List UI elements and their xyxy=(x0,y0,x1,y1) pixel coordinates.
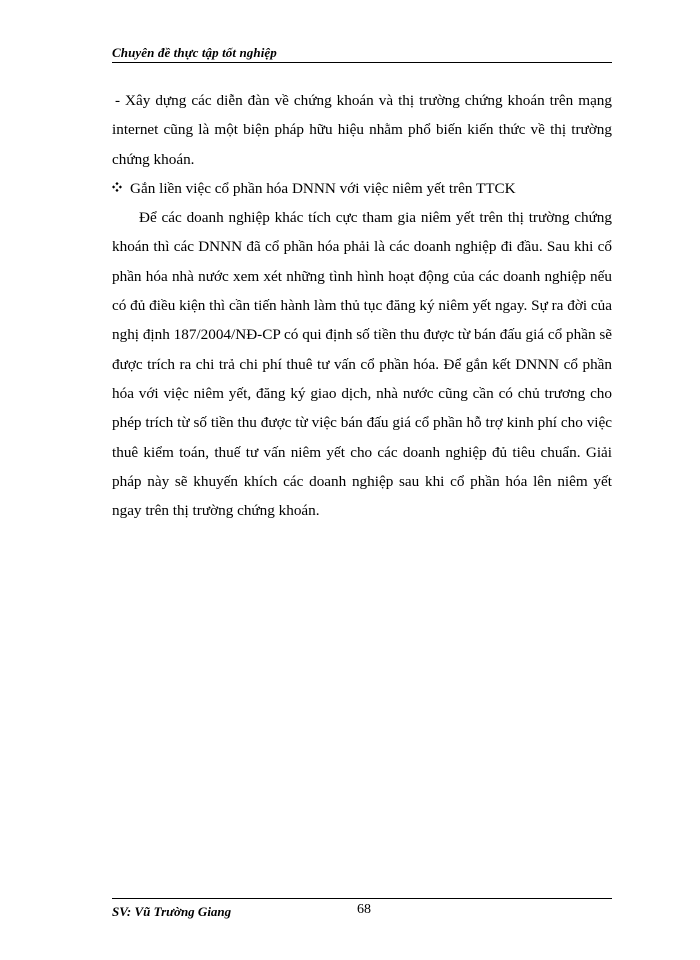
page-content xyxy=(112,86,612,525)
page-number: 68 xyxy=(357,902,371,917)
paragraph-equitization-listing: Để các doanh nghiệp khác tích cực tham gia niêm yết trên thị trường chứng khoán thì các DNNN đã cổ phần hóa phải là các doanh nghiệp đi đầu. Sau khi cổ phần hóa nhà nước xem xét những tình hình hoạt động của các doanh nghiệp nếu có đủ điều kiện thì cần tiến hành làm thủ tục đăng ký niêm yết ngay. Sự ra đời của nghị định 187/2004/NĐ-CP có qui định số tiền thu được từ bán đấu giá cổ phần sẽ được trích ra chi trả chi phí thuê tư vấn cổ phần hóa. Để gắn kết DNNN cổ phần hóa với việc niêm yết, đăng ký giao dịch, nhà nước cũng cần có chủ trương cho phép trích từ số tiền thu được từ việc bán đấu giá cổ phần hỗ trợ kinh phí cho việc thuê kiểm toán, thuế tư vấn niêm yết cho các doanh nghiệp đủ tiêu chuẩn. Giải pháp này sẽ khuyến khích các doanh nghiệp sau khi cổ phần hóa lên niêm yết ngay trên thị trường chứng khoán. xyxy=(112,209,612,520)
footer-author: SV: Vũ Trường Giang xyxy=(112,904,232,919)
four-diamond-bullet-icon xyxy=(112,182,122,192)
bullet-heading-line xyxy=(112,174,612,203)
page-header xyxy=(112,44,612,63)
header-title: Chuyên đề thực tập tốt nghiệp xyxy=(112,45,277,60)
page-footer xyxy=(112,898,612,923)
bullet-heading-text: Gắn liền việc cổ phần hóa DNNN với việc niêm yết trên TTCK xyxy=(130,179,516,197)
paragraph-forum-measure: - Xây dựng các diễn đàn về chứng khoán và thị trường chứng khoán trên mạng internet cũng là một biện pháp hữu hiệu nhằm phổ biến kiến thức về thị trường chứng khoán. xyxy=(112,92,612,168)
